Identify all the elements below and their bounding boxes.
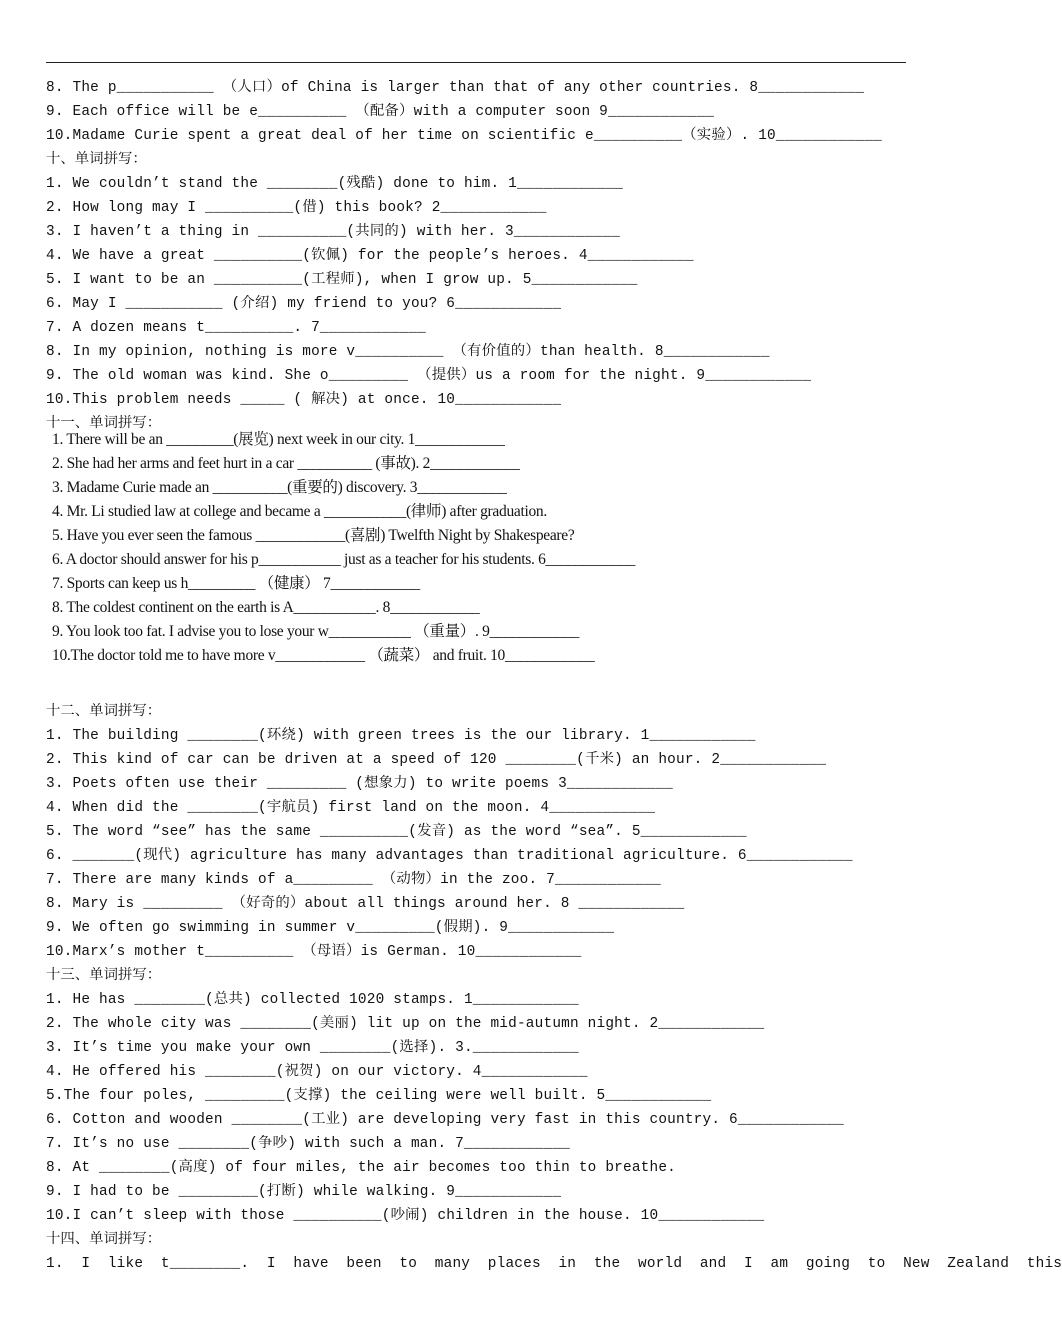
exercise-line: 10.This problem needs _____ ( 解决) at once. 10____________: [46, 392, 562, 408]
exercise-line: 4. Mr. Li studied law at college and became a ___________(律师) after graduation.: [52, 503, 547, 520]
exercise-line: 5. The word “see” has the same __________(发音) as the word “sea”. 5____________: [46, 824, 747, 840]
exercise-line: 6. May I ___________ (介绍) my friend to you? 6____________: [46, 296, 562, 312]
exercise-line: 1. He has ________(总共) collected 1020 stamps. 1____________: [46, 992, 579, 1008]
exercise-line: 10.Madame Curie spent a great deal of her time on scientific e__________（实验）. 10____________: [46, 128, 882, 144]
exercise-line: 1. The building ________(环绕) with green trees is the our library. 1____________: [46, 728, 756, 744]
exercise-line: 3. Poets often use their _________ (想象力) to write poems 3____________: [46, 776, 673, 792]
exercise-line: 2. She had her arms and feet hurt in a car __________ (事故). 2____________: [52, 455, 520, 472]
exercise-line: 8. The p___________ （人口）of China is larger than that of any other countries. 8____________: [46, 80, 865, 96]
exercise-line: 10.The doctor told me to have more v____________ （蔬菜） and fruit. 10____________: [52, 647, 595, 664]
exercise-line: 8. The coldest continent on the earth is A___________. 8____________: [52, 599, 480, 616]
section-heading: 十、单词拼写：: [46, 152, 147, 168]
exercise-line: 6. Cotton and wooden ________(工业) are developing very fast in this country. 6____________: [46, 1112, 844, 1128]
exercise-line: 2. The whole city was ________(美丽) lit up on the mid-autumn night. 2____________: [46, 1016, 765, 1032]
exercise-line: 7. A dozen means t__________. 7____________: [46, 320, 426, 336]
exercise-line: 2. How long may I __________(借) this book? 2____________: [46, 200, 547, 216]
top-divider: [46, 62, 906, 63]
exercise-line: 9. Each office will be e__________ （配备）with a computer soon 9____________: [46, 104, 715, 120]
exercise-line: 4. We have a great __________(钦佩) for the people’s heroes. 4____________: [46, 248, 694, 264]
exercise-line: 3. It’s time you make your own ________(选择). 3.____________: [46, 1040, 579, 1056]
exercise-line: 10.I can’t sleep with those __________(吵闹) children in the house. 10____________: [46, 1208, 765, 1224]
exercise-line: 7. There are many kinds of a_________ （动物）in the zoo. 7____________: [46, 872, 662, 888]
section-11-items: [52, 428, 922, 668]
section-heading: 十一、单词拼写：: [46, 416, 162, 432]
exercise-line: 3. I haven’t a thing in __________(共同的) with her. 3____________: [46, 224, 620, 240]
exercise-line: 1. There will be an _________(展览) next week in our city. 1____________: [52, 431, 505, 448]
exercise-line: 1. We couldn’t stand the ________(残酷) done to him. 1____________: [46, 176, 624, 192]
exercise-line: 9. The old woman was kind. She o_________ （提供）us a room for the night. 9____________: [46, 368, 812, 384]
exercise-line: 8. Mary is _________ （好奇的）about all things around her. 8 ____________: [46, 896, 685, 912]
exercise-line: 8. In my opinion, nothing is more v__________ （有价值的）than health. 8____________: [46, 344, 770, 360]
exercise-line: 6. _______(现代) agriculture has many advantages than traditional agriculture. 6____________: [46, 848, 853, 864]
exercise-line: 9. We often go swimming in summer v_________(假期). 9____________: [46, 920, 615, 936]
section-heading: 十四、单词拼写：: [46, 1232, 162, 1248]
lower-exercise-block: [46, 700, 1062, 1276]
exercise-line: 4. He offered his ________(祝贺) on our victory. 4____________: [46, 1064, 588, 1080]
exercise-line: 5. Have you ever seen the famous ____________(喜剧) Twelfth Night by Shakespeare?: [52, 527, 575, 544]
exercise-line: 3. Madame Curie made an __________(重要的) discovery. 3____________: [52, 479, 507, 496]
exercise-line: 6. A doctor should answer for his p___________ just as a teacher for his students. 6____________: [52, 551, 635, 568]
exercise-line: 9. You look too fat. I advise you to lose your w___________ （重量）. 9____________: [52, 623, 579, 640]
exercise-line: 5. I want to be an __________(工程师), when I grow up. 5____________: [46, 272, 638, 288]
exercise-line: 2. This kind of car can be driven at a speed of 120 ________(千米) an hour. 2____________: [46, 752, 827, 768]
exercise-line: 7. Sports can keep us h_________ （健康） 7____________: [52, 575, 420, 592]
section-heading: 十三、单词拼写：: [46, 968, 162, 984]
exercise-line: 9. I had to be _________(打断) while walking. 9____________: [46, 1184, 562, 1200]
exercise-line: 8. At ________(高度) of four miles, the air becomes too thin to breathe.: [46, 1160, 677, 1176]
exercise-line: 4. When did the ________(宇航员) first land on the moon. 4____________: [46, 800, 656, 816]
upper-exercise-block: [46, 76, 916, 436]
exercise-line: 5.The four poles, _________(支撑) the ceiling were well built. 5____________: [46, 1088, 712, 1104]
exercise-line: 10.Marx’s mother t__________ （母语）is German. 10____________: [46, 944, 582, 960]
section-heading: 十二、单词拼写：: [46, 704, 162, 720]
exercise-line: 7. It’s no use ________(争吵) with such a man. 7____________: [46, 1136, 570, 1152]
exercise-line: 1. I like t________. I have been to many places in the world and I am going to New Zealand this: [46, 1256, 1062, 1272]
